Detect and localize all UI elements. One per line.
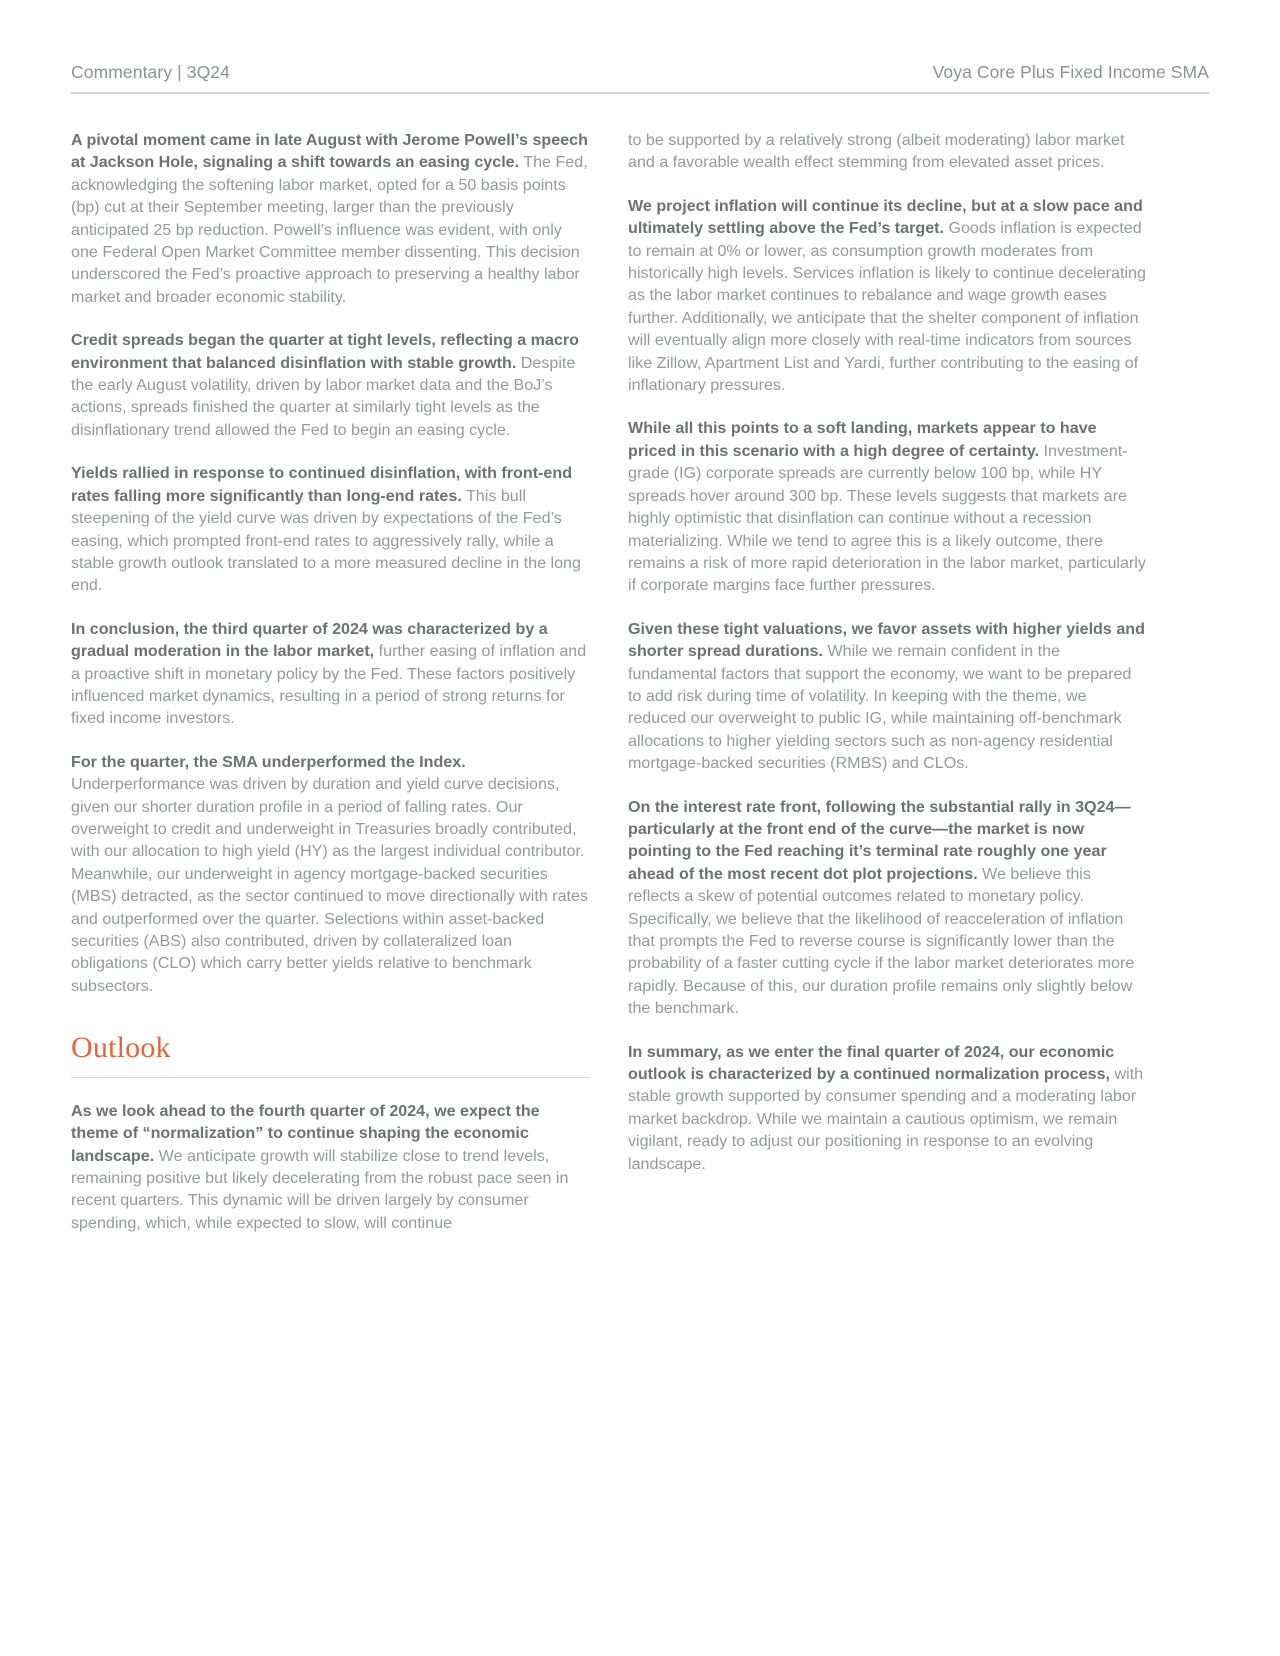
paragraph [71,329,590,441]
section-divider [71,1077,590,1078]
header-commentary-label: Commentary | 3Q24 [71,62,230,82]
paragraph-lead: A pivotal moment came in late August with Jerome Powell’s speech at Jackson Hole, signaling a shift towards an easing cycle. [71,131,588,172]
paragraph-lead: In conclusion, the third quarter of 2024 was characterized by a gradual moderation in the labor market, [71,619,548,661]
paragraph-lead: In summary, as we enter the final quarter of 2024, our economic outlook is characterized by a continued normalization process, [628,1042,1115,1084]
left-column [71,129,590,1234]
paragraph-body: We anticipate growth will stabilize close to trend levels, remaining positive but likely decelerating from the robust pace seen in recent quarters. This dynamic will be driven largely by consumer spending, which, while expected to slow, will continue [71,1146,569,1232]
running-header [71,0,1209,94]
paragraph-body: While we remain confident in the fundamental factors that support the economy, we want to be prepared to add risk during time of volatility. In keeping with the theme, we reduced our overweight to public IG, while maintaining off-benchmark allocations to higher yielding sectors such as non-agency residential mortgage-backed securities (RMBS) and CLOs. [628,642,1132,773]
paragraph-body: Despite the early August volatility, driven by labor market data and the BoJ’s actions, spreads finished the quarter at similarly tight levels as the disinflationary trend allowed the Fed to begin an easing cycle. [71,353,576,439]
paragraph-body: Goods inflation is expected to remain at 0% or lower, as consumption growth moderates from historically high levels. Services inflation is likely to continue decelerating as the labor market continues to rebalance and wage growth eases further. Additionally, we anticipate that the shelter component of inflation will eventually align more closely with real-time indicators from sources like Zillow, Apartment List and Yardi, further contributing to the easing of inflationary pressures. [628,219,1146,395]
paragraph-lead: For the quarter, the SMA underperformed the Index. [71,752,466,771]
outlook-section-body [71,1100,590,1234]
outlook-section-header [71,1031,590,1078]
paragraph-body: We believe this reflects a skew of potential outcomes related to monetary policy. Specifically, we believe that the likelihood of reacceleration of inflation that prompts the Fed to reverse course is significantly lower than the probability of a faster cutting cycle if the labor market deteriorates more rapidly. Because of this, our duration profile remains only slightly below the benchmark. [628,864,1135,1018]
paragraph-lead: While all this points to a soft landing, markets appear to have priced in this scenario with a high degree of certainty. [628,419,1097,460]
paragraph [71,618,590,730]
paragraph [628,417,1147,596]
paragraph-body: Underperformance was driven by duration and yield curve decisions, given our shorter duration profile in a period of falling rates. Our overweight to credit and underweight in Treasuries broadly contributed, with our allocation to high yield (HY) as the largest individual contributor. Meanwhile, our underweight in agency mortgage-backed securities (MBS) detracted, as the sector continued to move directionally with rates and outperformed over the quarter. Selections within asset-backed securities (ABS) also contributed, driven by collateralized loan obligations (CLO) which carry better yields relative to benchmark subsectors. [71,775,589,995]
paragraph-lead: Given these tight valuations, we favor assets with higher yields and shorter spread durations. [628,619,1145,661]
paragraph-body: Investment-grade (IG) corporate spreads are currently below 100 bp, while HY spreads hover around 300 bp. These levels suggests that markets are highly optimistic that disinflation can continue without a recession materializing. While we tend to agree this is a likely outcome, there remains a risk of more rapid deterioration in the labor market, particularly if corporate margins face further pressures. [628,441,1146,595]
section-title: Outlook [71,1031,171,1065]
body-columns [71,129,1209,1234]
paragraph-body: with stable growth supported by consumer spending and a moderating labor market backdrop. While we maintain a cautious optimism, we remain vigilant, ready to adjust our positioning in response to an evolving landscape. [628,1065,1144,1173]
paragraph [71,1100,590,1234]
paragraph [71,129,590,308]
paragraph-lead: We project inflation will continue its decline, but at a slow pace and ultimately settling above the Fed’s target. [628,196,1143,238]
paragraph [628,129,1147,174]
paragraph-body: further easing of inflation and a proactive shift in monetary policy by the Fed. These factors positively influenced market dynamics, resulting in a period of strong returns for fixed income investors. [71,642,587,728]
paragraph-body: The Fed, acknowledging the softening labor market, opted for a 50 basis points (bp) cut at their September meeting, larger than the previously anticipated 25 bp reduction. Powell’s influence was evident, with only one Federal Open Market Committee member dissenting. This decision underscored the Fed’s proactive approach to preserving a healthy labor market and broader economic stability. [71,153,588,306]
paragraph-lead: Yields rallied in response to continued disinflation, with front-end rates falling more significantly than long-end rates. [71,464,573,505]
paragraph [628,1041,1147,1175]
paragraph [71,462,590,596]
paragraph-lead: On the interest rate front, following the substantial rally in 3Q24—particularly at the front end of the curve—the market is now pointing to the Fed reaching it’s terminal rate roughly one year ahead of the most recent dot plot projections. [628,797,1131,883]
right-column [628,129,1147,1234]
paragraph [628,195,1147,397]
paragraph [71,751,590,997]
paragraph [628,618,1147,775]
paragraph-lead: Credit spreads began the quarter at tight levels, reflecting a macro environment that balanced disinflation with stable growth. [71,331,579,372]
paragraph-body: This bull steepening of the yield curve was driven by expectations of the Fed’s easing, which prompted front-end rates to aggressively rally, while a stable growth outlook translated to a more measured decline in the long end. [71,486,581,595]
header-product-name: Voya Core Plus Fixed Income SMA [932,62,1209,82]
paragraph [628,796,1147,1020]
paragraph-lead: As we look ahead to the fourth quarter of 2024, we expect the theme of “normalization” to continue shaping the economic landscape. [71,1101,540,1165]
paragraph-body: to be supported by a relatively strong (albeit moderating) labor market and a favorable wealth effect stemming from elevated asset prices. [628,131,1125,172]
